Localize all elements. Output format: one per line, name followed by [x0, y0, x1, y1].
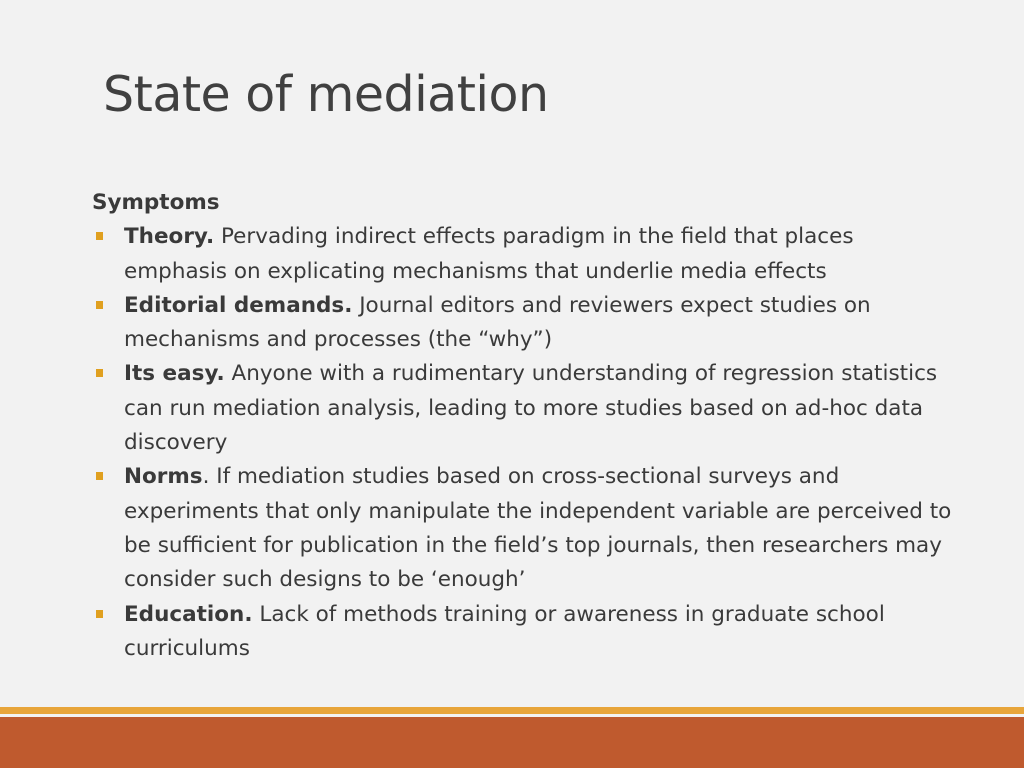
subheading: Symptoms [92, 190, 220, 215]
bullet-item [92, 598, 952, 667]
bullet-term: Its easy. [124, 361, 225, 387]
bullet-term: Education. [124, 601, 253, 627]
footer-band [0, 717, 1024, 768]
square-bullet-icon [96, 232, 103, 240]
bullet-list [92, 220, 952, 666]
slide-body [92, 186, 952, 666]
bullet-text: Anyone with a rudimentary understanding of regression statistics can run mediation analysis, leading to more studies based on ad-hoc data discovery [124, 361, 938, 456]
slide-title: State of mediation [103, 66, 549, 123]
footer-accent-line [0, 707, 1024, 714]
bullet-text: . If mediation studies based on cross-sectional surveys and experiments that only manipulate the independent variable are perceived to be sufficient for publication in the field’s top journals, then researchers may consider such designs to be ‘enough’ [124, 464, 952, 593]
square-bullet-icon [96, 610, 103, 618]
bullet-term: Theory. [124, 224, 215, 250]
bullet-term: Editorial demands. [124, 292, 353, 318]
bullet-item [92, 460, 952, 597]
bullet-text: Pervading indirect effects paradigm in the field that places emphasis on explicating mechanisms that underlie media effects [124, 224, 854, 284]
bullet-item [92, 289, 952, 358]
square-bullet-icon [96, 472, 103, 480]
bullet-text: Journal editors and reviewers expect studies on mechanisms and processes (the “why”) [124, 292, 871, 353]
bullet-term: Norms [124, 464, 203, 490]
bullet-item [92, 220, 952, 289]
square-bullet-icon [96, 301, 103, 309]
bullet-item [92, 357, 952, 460]
square-bullet-icon [96, 369, 103, 377]
bullet-text: Lack of methods training or awareness in graduate school curriculums [124, 601, 885, 661]
